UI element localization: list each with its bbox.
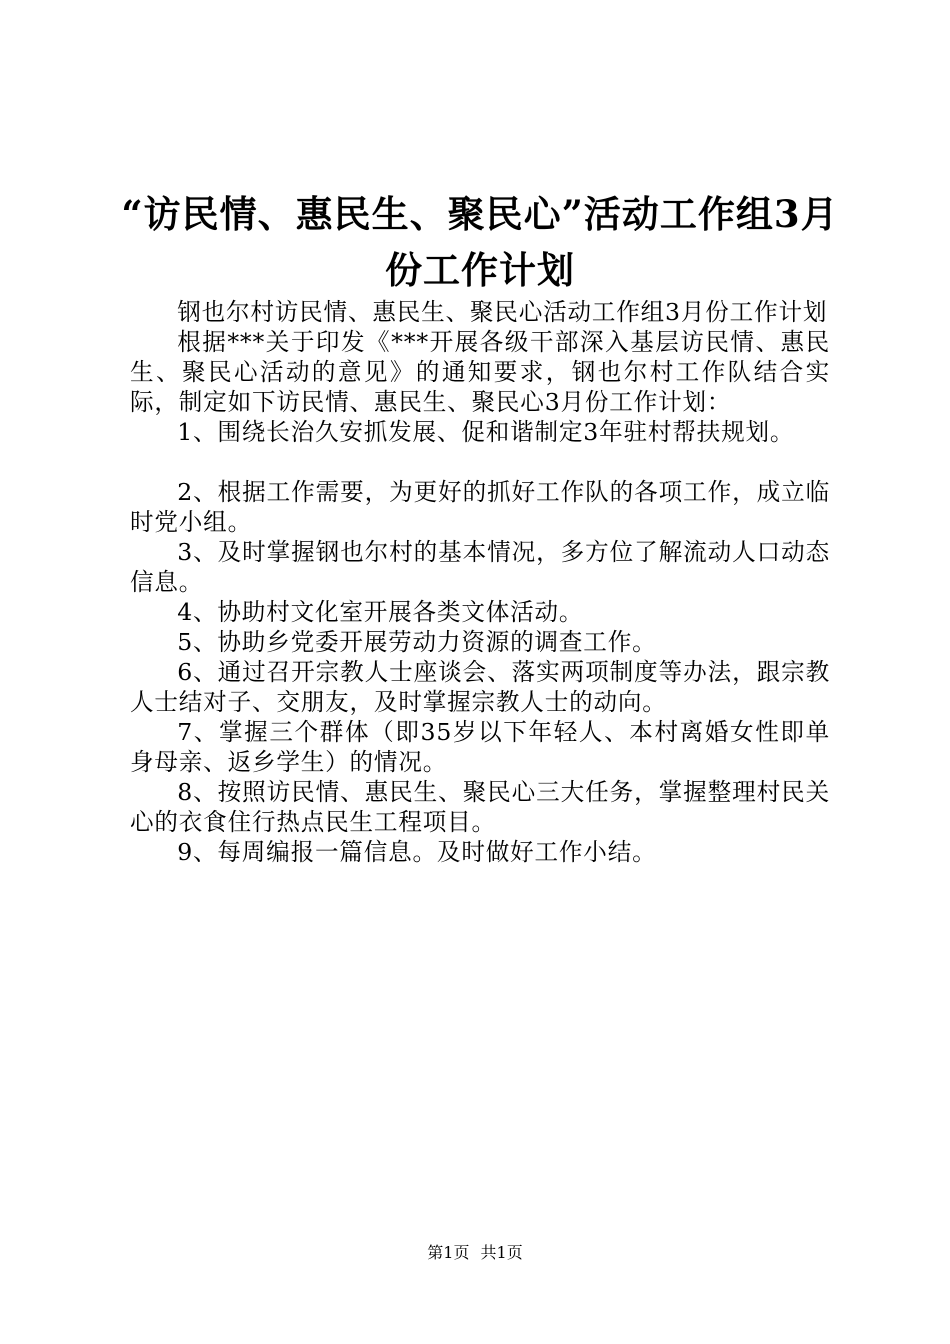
plan-item-2: 2、根据工作需要，为更好的抓好工作队的各项工作，成立临时党小组。 [130,478,830,536]
page-footer [0,1242,950,1264]
page-number-current: 第1页 [427,1243,470,1262]
plan-item-6: 6、通过召开宗教人士座谈会、落实两项制度等办法，跟宗教人士结对子、交朋友，及时掌握宗教人士的动向。 [130,658,830,716]
title-line-2: 份工作计划 [385,248,575,292]
document-body [130,297,830,867]
plan-item-7: 7、掌握三个群体（即35岁以下年轻人、本村离婚女性即单身母亲、返乡学生）的情况。 [130,718,830,776]
plan-item-1: 1、围绕长治久安抓发展、促和谐制定3年驻村帮扶规划。 [177,418,795,446]
paragraph-intro: 根据***关于印发《***开展各级干部深入基层访民情、惠民生、聚民心活动的意见》的通知要求，钢也尔村工作队结合实际，制定如下访民情、惠民生、聚民心3月份工作计划： [130,328,830,416]
page-number-total: 共1页 [480,1243,523,1262]
plan-item-4: 4、协助村文化室开展各类文体活动。 [177,598,584,626]
paragraph-heading: 钢也尔村访民情、惠民生、聚民心活动工作组3月份工作计划 [177,298,828,326]
plan-item-9: 9、每周编报一篇信息。及时做好工作小结。 [177,838,657,866]
plan-item-3: 3、及时掌握钢也尔村的基本情况，多方位了解流动人口动态信息。 [130,538,830,596]
plan-item-5: 5、协助乡党委开展劳动力资源的调查工作。 [177,628,657,656]
document-title [120,186,840,298]
plan-item-8: 8、按照访民情、惠民生、聚民心三大任务，掌握整理村民关心的衣食住行热点民生工程项目。 [130,778,830,836]
title-line-1: “访民情、惠民生、聚民心”活动工作组3月 [121,192,839,236]
